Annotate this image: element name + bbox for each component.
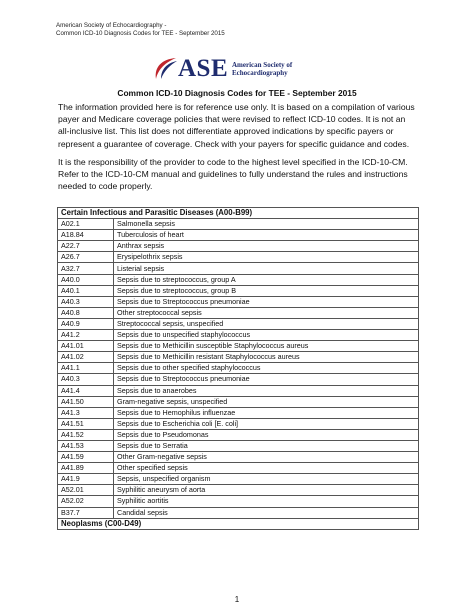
- table-row: [58, 407, 419, 418]
- table-row: [58, 440, 419, 451]
- ase-logo-subtitle-line-1: American Society of: [232, 61, 293, 69]
- table-row: [58, 418, 419, 429]
- diagnosis-description-cell: Tuberculosis of heart: [114, 230, 419, 241]
- running-header: [56, 22, 225, 38]
- section-heading-infectious: Certain Infectious and Parasitic Diseases (A00-B99): [58, 208, 419, 219]
- icd-code-cell: A40.0: [58, 274, 114, 285]
- table-row: [58, 496, 419, 507]
- icd-code-cell: A41.59: [58, 452, 114, 463]
- diagnosis-description-cell: Syphilitic aortitis: [114, 496, 419, 507]
- table-row: [58, 485, 419, 496]
- table-row: [58, 318, 419, 329]
- diagnosis-description-cell: Sepsis due to unspecified staphylococcus: [114, 330, 419, 341]
- ase-logo: [152, 55, 332, 83]
- diagnosis-description-cell: Sepsis due to other specified staphylococcus: [114, 363, 419, 374]
- icd-code-cell: A41.4: [58, 385, 114, 396]
- table-row: [58, 330, 419, 341]
- icd-code-cell: A41.2: [58, 330, 114, 341]
- icd-code-cell: A40.3: [58, 296, 114, 307]
- diagnosis-description-cell: Sepsis due to streptococcus, group B: [114, 285, 419, 296]
- table-row: [58, 474, 419, 485]
- icd-code-cell: A41.01: [58, 341, 114, 352]
- table-row: [58, 285, 419, 296]
- table-row: [58, 374, 419, 385]
- diagnosis-description-cell: Anthrax sepsis: [114, 241, 419, 252]
- icd-code-cell: A41.3: [58, 407, 114, 418]
- icd-code-cell: A41.52: [58, 429, 114, 440]
- table-row: [58, 219, 419, 230]
- table-section-header-row: [58, 208, 419, 219]
- table-row: [58, 352, 419, 363]
- icd-code-cell: A32.7: [58, 263, 114, 274]
- icd-code-cell: A40.9: [58, 318, 114, 329]
- diagnosis-description-cell: Sepsis due to Methicillin susceptible Staphylococcus aureus: [114, 341, 419, 352]
- table-row: [58, 429, 419, 440]
- icd-code-cell: A41.51: [58, 418, 114, 429]
- diagnosis-description-cell: Other specified sepsis: [114, 463, 419, 474]
- icd-code-cell: A41.9: [58, 474, 114, 485]
- icd-code-cell: A41.50: [58, 396, 114, 407]
- table-row: [58, 252, 419, 263]
- ase-logo-swoosh-icon: [152, 55, 178, 83]
- diagnosis-description-cell: Salmonella sepsis: [114, 219, 419, 230]
- diagnosis-description-cell: Sepsis due to Methicillin resistant Staphylococcus aureus: [114, 352, 419, 363]
- ase-logo-subtitle: [232, 61, 292, 77]
- icd-code-cell: A41.89: [58, 463, 114, 474]
- icd-code-cell: A26.7: [58, 252, 114, 263]
- diagnosis-description-cell: Streptococcal sepsis, unspecified: [114, 318, 419, 329]
- diagnosis-description-cell: Sepsis due to Streptococcus pneumoniae: [114, 296, 419, 307]
- table-row: [58, 341, 419, 352]
- diagnosis-description-cell: Other Gram-negative sepsis: [114, 452, 419, 463]
- ase-logo-subtitle-line-2: Echocardiography: [232, 69, 288, 77]
- diagnosis-description-cell: Sepsis due to anaerobes: [114, 385, 419, 396]
- table-row: [58, 274, 419, 285]
- table-row: [58, 385, 419, 396]
- diagnosis-description-cell: Other streptococcal sepsis: [114, 307, 419, 318]
- table-row: [58, 241, 419, 252]
- diagnosis-description-cell: Listerial sepsis: [114, 263, 419, 274]
- table-row: [58, 452, 419, 463]
- document-title: Common ICD-10 Diagnosis Codes for TEE - September 2015: [117, 88, 357, 98]
- icd-code-cell: A52.01: [58, 485, 114, 496]
- diagnosis-description-cell: Sepsis due to Serratia: [114, 440, 419, 451]
- ase-logo-wordmark: ASE: [178, 55, 229, 82]
- diagnosis-description-cell: Sepsis due to Escherichia coli [E. coli]: [114, 418, 419, 429]
- table-row: [58, 507, 419, 518]
- icd-code-cell: A41.1: [58, 363, 114, 374]
- running-header-line-2: Common ICD-10 Diagnosis Codes for TEE - September 2015: [56, 30, 225, 37]
- table-row: [58, 230, 419, 241]
- table-section-header-row: [58, 518, 419, 529]
- diagnosis-codes-table: [57, 207, 419, 530]
- table-row: [58, 296, 419, 307]
- diagnosis-description-cell: Sepsis due to Streptococcus pneumoniae: [114, 374, 419, 385]
- disclaimer-paragraph: The information provided here is for reference use only. It is based on a compilation of various payer and Medicare coverage policies that were revised to reflect ICD-10 codes. It is not an all-inclusive list. This list does not differentiate approved indications by specific payers or represent a guarantee of coverage. Check with your payers for specific guidance and codes.: [58, 102, 415, 149]
- icd-code-cell: A40.3: [58, 374, 114, 385]
- icd-code-cell: A40.8: [58, 307, 114, 318]
- icd-code-cell: B37.7: [58, 507, 114, 518]
- table-row: [58, 463, 419, 474]
- page-number: 1: [234, 595, 240, 604]
- table-row: [58, 307, 419, 318]
- icd-code-cell: A52.02: [58, 496, 114, 507]
- icd-code-cell: A41.53: [58, 440, 114, 451]
- diagnosis-description-cell: Sepsis due to Pseudomonas: [114, 429, 419, 440]
- diagnosis-description-cell: Sepsis, unspecified organism: [114, 474, 419, 485]
- table-row: [58, 363, 419, 374]
- diagnosis-description-cell: Gram-negative sepsis, unspecified: [114, 396, 419, 407]
- running-header-line-1: American Society of Echocardiography -: [56, 22, 167, 29]
- diagnosis-description-cell: Erysipelothrix sepsis: [114, 252, 419, 263]
- icd-code-cell: A22.7: [58, 241, 114, 252]
- diagnosis-description-cell: Sepsis due to streptococcus, group A: [114, 274, 419, 285]
- icd-code-cell: A18.84: [58, 230, 114, 241]
- icd-code-cell: A41.02: [58, 352, 114, 363]
- table-row: [58, 396, 419, 407]
- diagnosis-description-cell: Candidal sepsis: [114, 507, 419, 518]
- responsibility-paragraph: It is the responsibility of the provider to code to the highest level specified in the ICD-10-CM. Refer to the ICD-10-CM manual and guidelines to fully understand the rules and instructions needed to code properly.: [58, 157, 408, 192]
- icd-code-cell: A40.1: [58, 285, 114, 296]
- diagnosis-description-cell: Sepsis due to Hemophilus influenzae: [114, 407, 419, 418]
- table-row: [58, 263, 419, 274]
- section-heading-neoplasms: Neoplasms (C00-D49): [58, 518, 419, 529]
- icd-code-cell: A02.1: [58, 219, 114, 230]
- diagnosis-description-cell: Syphilitic aneurysm of aorta: [114, 485, 419, 496]
